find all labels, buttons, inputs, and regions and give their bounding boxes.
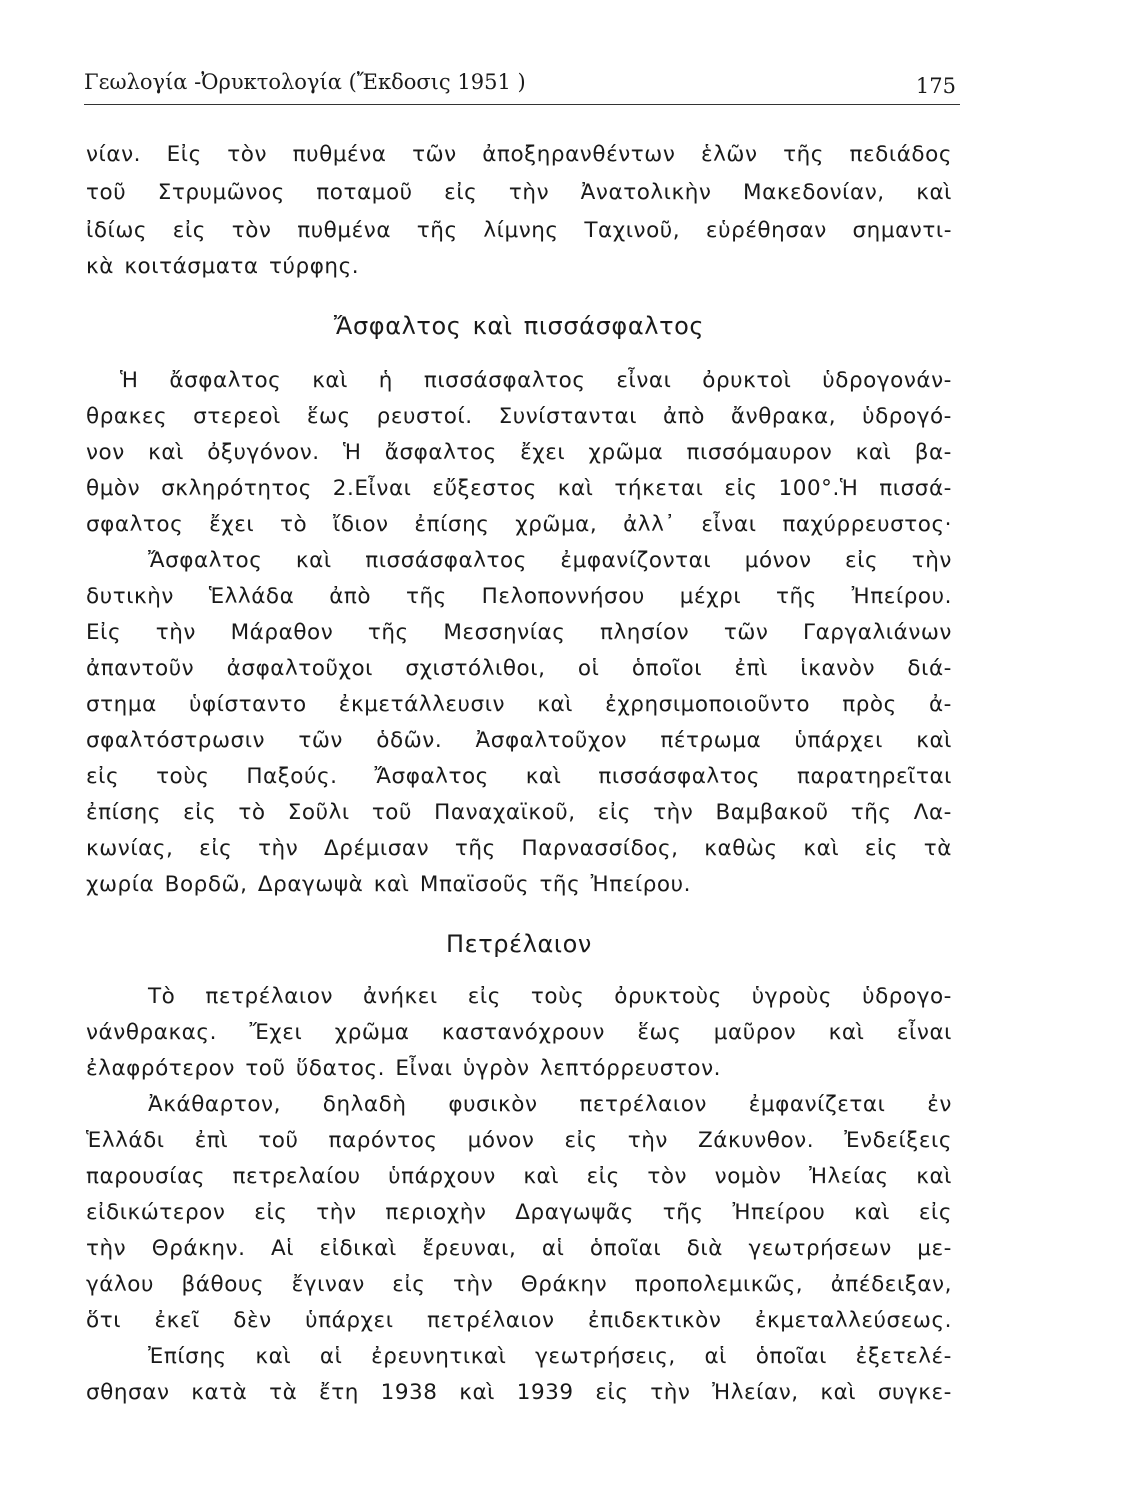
text-line: Ἐπίσης καὶ αἱ ἐρευνητικαὶ γεωτρήσεις, αἱ ὁποῖαι ἐξετελέ- [148, 1344, 952, 1369]
text-line: ἀπαντοῦν ἀσφαλτοῦχοι σχιστόλιθοι, οἱ ὁποῖοι ἐπὶ ἱκανὸν διά- [86, 656, 952, 681]
text-line: Ἑλλάδι ἐπὶ τοῦ παρόντος μόνον εἰς τὴν Ζάκυνθον. Ἐνδείξεις [86, 1128, 952, 1153]
text-line: θρακες στερεοὶ ἕως ρευστοί. Συνίστανται ἀπὸ ἄνθρακα, ὑδρογό- [86, 404, 952, 429]
text-line: γάλου βάθους ἔγιναν εἰς τὴν Θράκην προπολεμικῶς, ἀπέδειξαν, [86, 1272, 952, 1297]
section-heading-asphalt: Ἄσφαλτος καὶ πισσάσφαλτος [333, 312, 705, 340]
text-line: σφαλτόστρωσιν τῶν ὁδῶν. Ἀσφαλτοῦχον πέτρωμα ὑπάρχει καὶ [86, 728, 952, 753]
running-title: Γεωλογία -Ὀρυκτολογία (Ἔκδοσις 1951 ) [84, 70, 526, 94]
text-line: κωνίας, εἰς τὴν Δρέμισαν τῆς Παρνασσίδος, καθὼς καὶ εἰς τὰ [86, 836, 952, 861]
text-line: χωρία Βορδῶ, Δραγωψὰ καὶ Μπαϊσοῦς τῆς Ἠπείρου. [86, 872, 691, 897]
text-line: σθησαν κατὰ τὰ ἔτη 1938 καὶ 1939 εἰς τὴν Ἠλείαν, καὶ συγκε- [86, 1380, 952, 1405]
text-line: νον καὶ ὀξυγόνον. Ἡ ἄσφαλτος ἔχει χρῶμα πισσόμαυρον καὶ βα- [86, 440, 952, 465]
text-line: Ἡ ἄσφαλτος καὶ ἡ πισσάσφαλτος εἶναι ὀρυκτοὶ ὑδρογονάν- [120, 368, 952, 393]
text-line: παρουσίας πετρελαίου ὑπάρχουν καὶ εἰς τὸν νομὸν Ἠλείας καὶ [86, 1164, 952, 1189]
text-line: Εἰς τὴν Μάραθον τῆς Μεσσηνίας πλησίον τῶν Γαργαλιάνων [86, 620, 952, 645]
text-line: ἐλαφρότερον τοῦ ὕδατος. Εἶναι ὑγρὸν λεπτόρρευστον. [86, 1056, 722, 1081]
text-line: τοῦ Στρυμῶνος ποταμοῦ εἰς τὴν Ἀνατολικὴν Μακεδονίαν, καὶ [86, 180, 952, 205]
text-line: σφαλτος ἔχει τὸ ἴδιον ἐπίσης χρῶμα, ἀλλ᾽ εἶναι παχύρρευστος· [86, 512, 952, 537]
text-line: Ἀκάθαρτον, δηλαδὴ φυσικὸν πετρέλαιον ἐμφανίζεται ἐν [148, 1092, 952, 1117]
text-line: εἰδικώτερον εἰς τὴν περιοχὴν Δραγωψᾶς τῆς Ἠπείρου καὶ εἰς [86, 1200, 952, 1225]
text-line: νάνθρακας. Ἔχει χρῶμα καστανόχρουν ἕως μαῦρον καὶ εἶναι [86, 1020, 952, 1045]
section-heading-petroleum: Πετρέλαιον [446, 930, 592, 958]
text-line: Ἄσφαλτος καὶ πισσάσφαλτος ἐμφανίζονται μόνον εἰς τὴν [148, 548, 952, 573]
running-head [84, 62, 964, 102]
text-line: ἰδίως εἰς τὸν πυθμένα τῆς λίμνης Ταχινοῦ, εὑρέθησαν σημαντι- [86, 218, 952, 243]
text-line: στημα ὑφίσταντο ἐκμετάλλευσιν καὶ ἐχρησιμοποιοῦντο πρὸς ἀ- [86, 692, 952, 717]
text-line: ὅτι ἐκεῖ δὲν ὑπάρχει πετρέλαιον ἐπιδεκτικὸν ἐκμεταλλεύσεως. [86, 1308, 952, 1333]
text-line: θμὸν σκληρότητος 2.Εἶναι εὔξεστος καὶ τήκεται εἰς 100°.Ἡ πισσά- [86, 476, 952, 501]
text-line: τὴν Θράκην. Αἱ εἰδικαὶ ἔρευναι, αἱ ὁποῖαι διὰ γεωτρήσεων με- [86, 1236, 952, 1261]
text-line: ἐπίσης εἰς τὸ Σοῦλι τοῦ Παναχαϊκοῦ, εἰς τὴν Βαμβακοῦ τῆς Λα- [86, 800, 952, 825]
header-rule [84, 104, 960, 105]
text-line: Τὸ πετρέλαιον ἀνήκει εἰς τοὺς ὀρυκτοὺς ὑγροὺς ὑδρογο- [148, 984, 952, 1009]
text-line: εἰς τοὺς Παξούς. Ἄσφαλτος καὶ πισσάσφαλτος παρατηρεῖται [86, 764, 952, 789]
text-line: κὰ κοιτάσματα τύρφης. [86, 254, 360, 279]
text-line: δυτικὴν Ἑλλάδα ἀπὸ τῆς Πελοποννήσου μέχρι τῆς Ἠπείρου. [86, 584, 952, 609]
page-number: 175 [915, 74, 956, 98]
text-line: νίαν. Εἰς τὸν πυθμένα τῶν ἀποξηρανθέντων ἑλῶν τῆς πεδιάδος [86, 142, 952, 167]
